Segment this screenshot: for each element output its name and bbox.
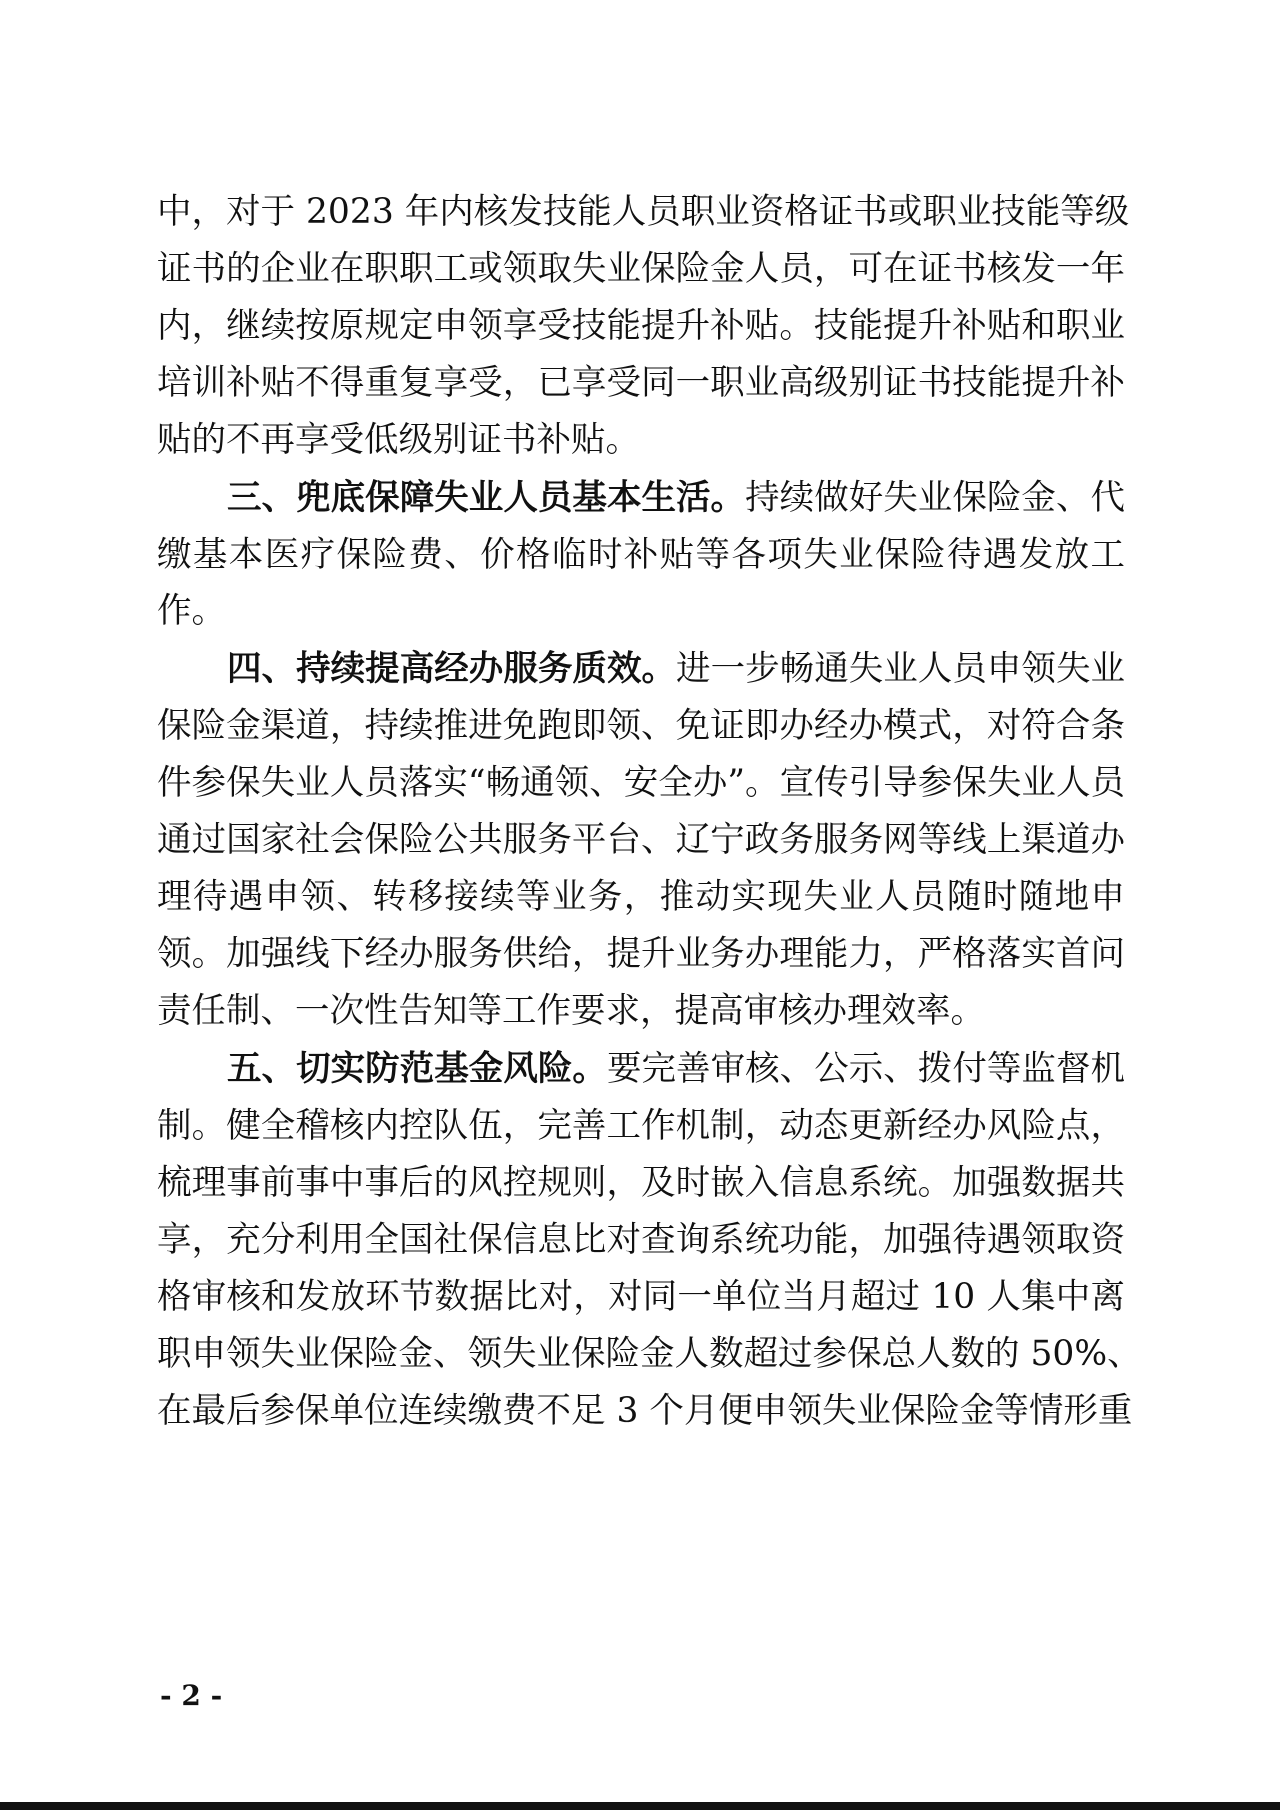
section-four-heading: 四、持续提高经办服务质效。	[227, 649, 677, 689]
text-line-17: 制。健全稽核内控队伍，完善工作机制，动态更新经办风险点，	[157, 1106, 1125, 1146]
page-number: - 2 -	[160, 1679, 223, 1712]
section-three-text: 持续做好失业保险金、代	[745, 478, 1126, 518]
section-four-heading-line	[227, 638, 1125, 700]
text-line-14: 领。加强线下经办服务供给，提升业务办理能力，严格落实首问	[157, 934, 1125, 974]
text-line-8: 作。	[157, 591, 226, 631]
text-line-10: 保险金渠道，持续推进免跑即领、免证即办经办模式，对符合条	[157, 706, 1125, 746]
section-five-heading-line	[227, 1038, 1125, 1100]
text-line-1: 中，对于 2023 年内核发技能人员职业资格证书或职业技能等级	[157, 192, 1130, 232]
text-line-19: 享，充分利用全国社保信息比对查询系统功能，加强待遇领取资	[157, 1220, 1125, 1260]
text-line-5: 贴的不再享受低级别证书补贴。	[157, 420, 640, 460]
text-line-7: 缴基本医疗保险费、价格临时补贴等各项失业保险待遇发放工	[157, 535, 1125, 575]
text-line-12: 通过国家社会保险公共服务平台、辽宁政务服务网等线上渠道办	[157, 820, 1125, 860]
text-line-15: 责任制、一次性告知等工作要求，提高审核办理效率。	[157, 991, 985, 1031]
section-three-heading-line	[227, 467, 1125, 529]
scan-bottom-edge	[0, 1802, 1280, 1810]
text-line-21: 职申领失业保险金、领失业保险金人数超过参保总人数的 50%、	[157, 1334, 1142, 1374]
text-line-4: 培训补贴不得重复享受，已享受同一职业高级别证书技能提升补	[157, 363, 1125, 403]
text-line-13: 理待遇申领、转移接续等业务，推动实现失业人员随时随地申	[157, 877, 1125, 917]
section-five-heading: 五、切实防范基金风险。	[227, 1049, 607, 1089]
text-line-2: 证书的企业在职职工或领取失业保险金人员，可在证书核发一年	[157, 249, 1125, 289]
text-line-18: 梳理事前事中事后的风控规则，及时嵌入信息系统。加强数据共	[157, 1163, 1125, 1203]
section-three-heading: 三、兜底保障失业人员基本生活。	[227, 478, 746, 518]
text-line-11: 件参保失业人员落实“畅通领、安全办”。宣传引导参保失业人员	[157, 763, 1125, 803]
section-five-text: 要完善审核、公示、拨付等监督机	[606, 1049, 1126, 1089]
text-line-3: 内，继续按原规定申领享受技能提升补贴。技能提升补贴和职业	[157, 306, 1125, 346]
section-four-text: 进一步畅通失业人员申领失业	[676, 649, 1126, 689]
text-line-20: 格审核和发放环节数据比对，对同一单位当月超过 10 人集中离	[157, 1277, 1125, 1317]
text-line-22: 在最后参保单位连续缴费不足 3 个月便申领失业保险金等情形重	[157, 1391, 1133, 1431]
